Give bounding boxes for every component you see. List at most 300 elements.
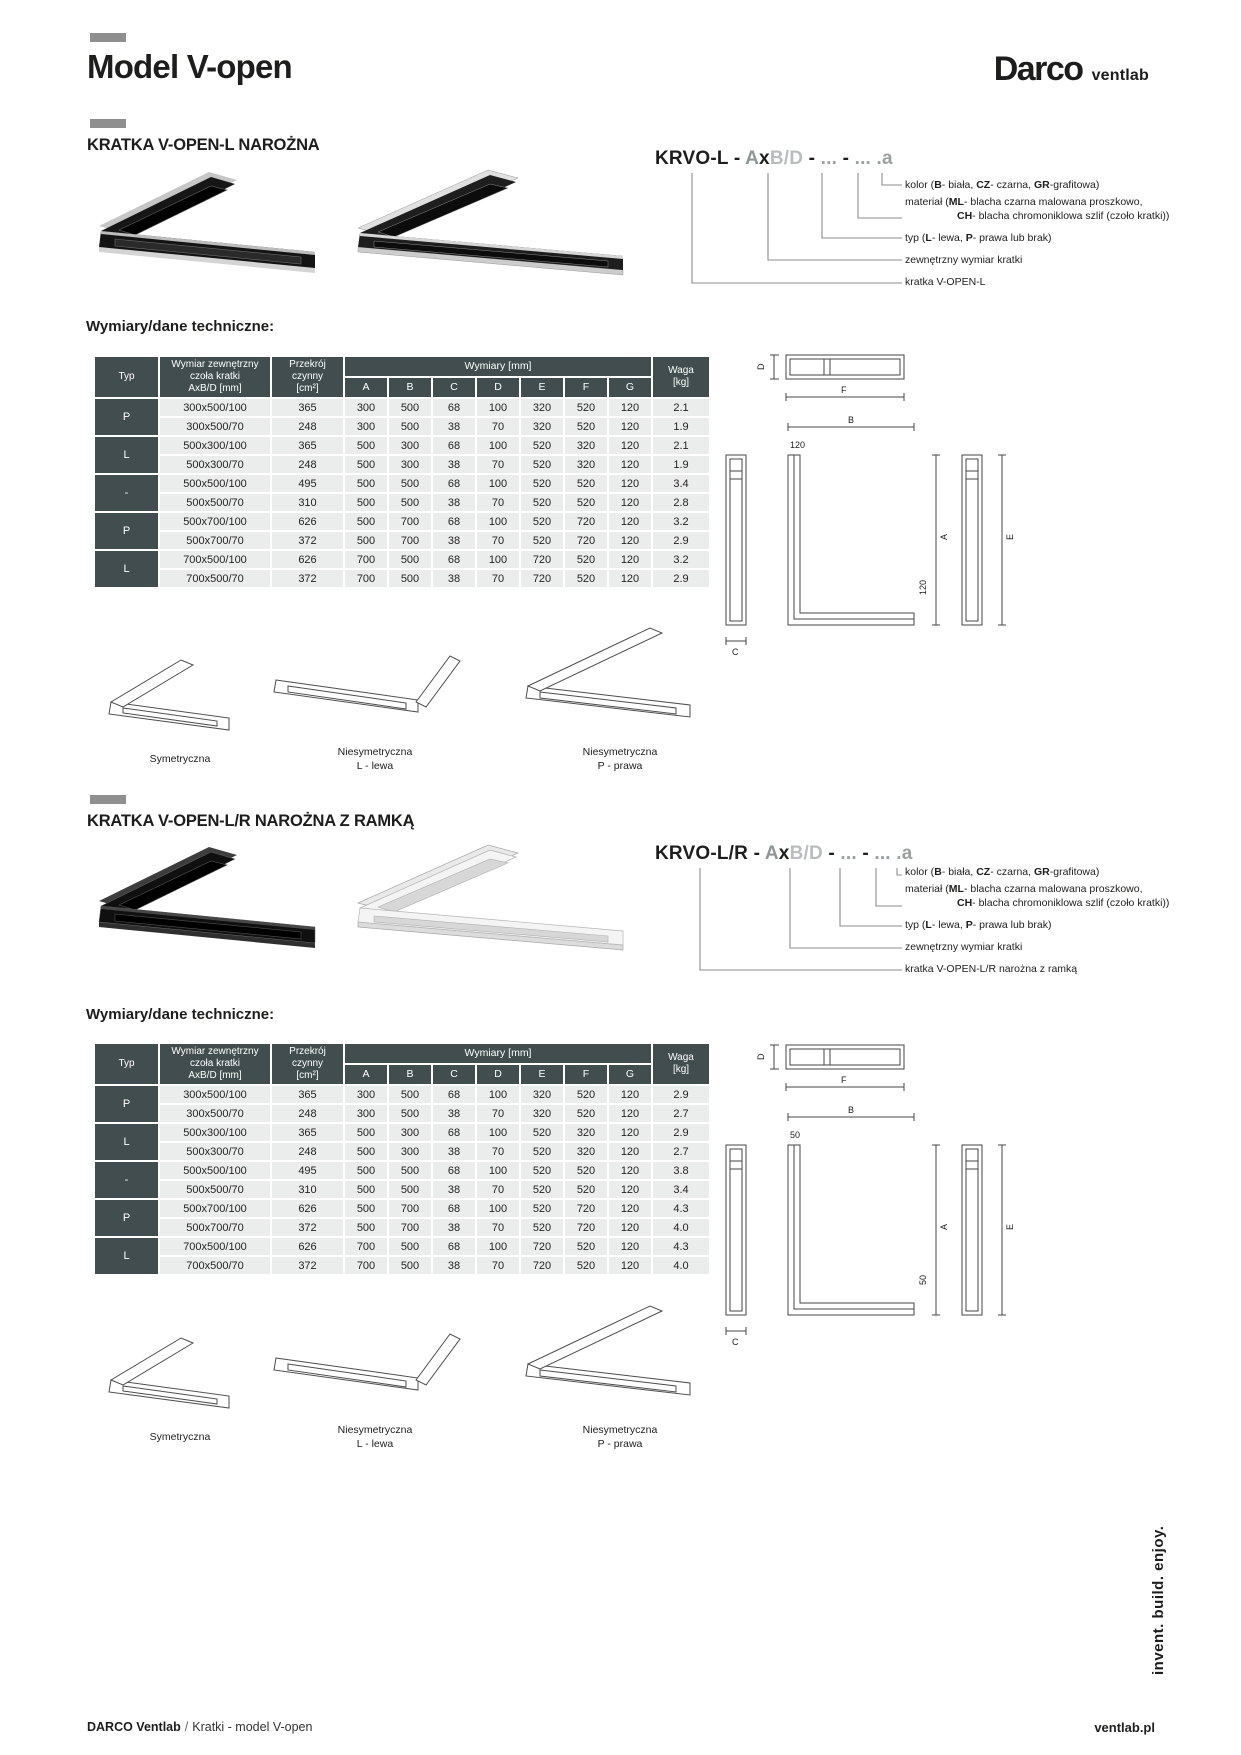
table-cell: 248 — [272, 1105, 343, 1122]
table-cell: 3.4 — [653, 1181, 709, 1198]
table-cell: 120 — [609, 437, 651, 454]
table-cell: 500x500/70 — [160, 494, 270, 511]
table-cell: 300 — [389, 437, 431, 454]
table-cell: 720 — [565, 1219, 607, 1236]
table-cell: 372 — [272, 570, 343, 587]
table-cell: 520 — [565, 418, 607, 435]
table-cell: 365 — [272, 1086, 343, 1103]
table-title-1: Wymiary/dane techniczne: — [86, 318, 275, 335]
table-cell: 38 — [433, 1257, 475, 1274]
variant-label-right: Niesymetryczna P - prawa — [582, 1424, 658, 1450]
table-cell: 120 — [609, 1200, 651, 1217]
brand-logo — [994, 50, 1149, 89]
table-cell: 700x500/100 — [160, 551, 270, 568]
svg-text:50: 50 — [790, 1130, 801, 1140]
table-cell: 120 — [609, 456, 651, 473]
table-cell: 500 — [345, 437, 387, 454]
table-cell: 300 — [389, 1124, 431, 1141]
col-header-e: E — [521, 1065, 563, 1084]
brand-logo-sub: ventlab — [1091, 67, 1149, 84]
table-cell: 500 — [389, 494, 431, 511]
typ-cell: - — [95, 1162, 158, 1198]
table-cell: 100 — [477, 437, 519, 454]
table-cell: 300 — [389, 456, 431, 473]
svg-text:E: E — [1005, 1223, 1015, 1230]
table-cell: 100 — [477, 1238, 519, 1255]
table-cell: 3.8 — [653, 1162, 709, 1179]
table-cell: 520 — [565, 494, 607, 511]
table-cell: 120 — [609, 494, 651, 511]
table-row — [95, 1181, 709, 1198]
table-cell: 3.4 — [653, 475, 709, 492]
table-cell: 700x500/70 — [160, 570, 270, 587]
table-cell: 520 — [565, 1257, 607, 1274]
brand-tagline: invent. build. enjoy. — [1150, 1525, 1167, 1675]
footer-section: Kratki - model V-open — [192, 1720, 313, 1734]
typ-cell: L — [95, 437, 158, 473]
table-title-2: Wymiary/dane techniczne: — [86, 1006, 275, 1023]
product-code-2: KRVO-L/R - AxB/D - ... - ... .a — [655, 843, 913, 864]
table-cell: 2.1 — [653, 437, 709, 454]
code-connector-lines — [640, 862, 910, 982]
table-cell: 520 — [565, 1181, 607, 1198]
table-cell: 120 — [609, 551, 651, 568]
table-row — [95, 399, 709, 416]
col-header-f: F — [565, 378, 607, 397]
col-header-b: B — [389, 1065, 431, 1084]
table-cell: 700 — [345, 570, 387, 587]
table-cell: 300 — [345, 1086, 387, 1103]
col-header-dim: Wymiar zewnętrzny czoła kratki AxB/D [mm] — [160, 1044, 270, 1084]
col-header-typ: Typ — [95, 357, 158, 397]
table-cell: 2.8 — [653, 494, 709, 511]
table-cell: 700 — [345, 551, 387, 568]
typ-cell: P — [95, 1086, 158, 1122]
svg-text:50: 50 — [918, 1274, 928, 1285]
table-cell: 68 — [433, 1200, 475, 1217]
table-cell: 100 — [477, 475, 519, 492]
table-cell: 4.3 — [653, 1238, 709, 1255]
table-row — [95, 1238, 709, 1255]
svg-text:A: A — [939, 533, 949, 540]
table-cell: 500 — [345, 475, 387, 492]
table-cell: 520 — [521, 1181, 563, 1198]
table-cell: 120 — [609, 1162, 651, 1179]
table-row — [95, 570, 709, 587]
table-cell: 68 — [433, 551, 475, 568]
col-header-cross: Przekrój czynny [cm²] — [272, 357, 343, 397]
table-cell: 70 — [477, 494, 519, 511]
table-header-row — [95, 1044, 709, 1063]
table-cell: 68 — [433, 1086, 475, 1103]
table-row — [95, 1105, 709, 1122]
table-cell: 38 — [433, 570, 475, 587]
table-cell: 68 — [433, 513, 475, 530]
table-cell: 720 — [565, 1200, 607, 1217]
technical-drawing-2 — [718, 1035, 1058, 1365]
table-cell: 310 — [272, 494, 343, 511]
svg-text:120: 120 — [790, 440, 806, 450]
table-cell: 500x700/100 — [160, 513, 270, 530]
accent-bar — [90, 119, 126, 128]
col-header-cross: Przekrój czynny [cm²] — [272, 1044, 343, 1084]
col-header-g: G — [609, 378, 651, 397]
table-cell: 120 — [609, 1219, 651, 1236]
table-cell: 365 — [272, 437, 343, 454]
table-cell: 70 — [477, 418, 519, 435]
table-cell: 300 — [345, 399, 387, 416]
svg-text:B: B — [848, 415, 855, 425]
table-cell: 100 — [477, 1124, 519, 1141]
table-cell: 1.9 — [653, 456, 709, 473]
table-cell: 495 — [272, 475, 343, 492]
variant-label-symmetric: Symetryczna — [149, 1431, 211, 1443]
table-cell: 720 — [521, 570, 563, 587]
table-cell: 120 — [609, 1257, 651, 1274]
table-row — [95, 1219, 709, 1236]
table-cell: 120 — [609, 399, 651, 416]
table-cell: 520 — [521, 1200, 563, 1217]
typ-cell: L — [95, 1124, 158, 1160]
table-cell: 70 — [477, 532, 519, 549]
svg-text:C: C — [732, 647, 739, 657]
col-header-c: C — [433, 1065, 475, 1084]
table-cell: 720 — [565, 532, 607, 549]
table-cell: 4.0 — [653, 1257, 709, 1274]
col-header-a: A — [345, 1065, 387, 1084]
col-header-typ: Typ — [95, 1044, 158, 1084]
table-cell: 500 — [345, 494, 387, 511]
variant-label-left: Niesymetryczna L - lewa — [337, 1424, 413, 1450]
table-cell: 500 — [389, 1162, 431, 1179]
table-cell: 500x500/70 — [160, 1181, 270, 1198]
table-cell: 520 — [521, 513, 563, 530]
spec-table-2 — [93, 1042, 711, 1276]
table-header-row — [95, 357, 709, 376]
table-cell: 4.3 — [653, 1200, 709, 1217]
table-cell: 300x500/100 — [160, 399, 270, 416]
table-cell: 520 — [521, 456, 563, 473]
table-cell: 520 — [565, 551, 607, 568]
table-cell: 120 — [609, 1181, 651, 1198]
table-cell: 120 — [609, 513, 651, 530]
table-cell: 500 — [345, 1143, 387, 1160]
table-cell: 500 — [389, 418, 431, 435]
table-row — [95, 418, 709, 435]
table-cell: 100 — [477, 1162, 519, 1179]
code-label-outer-dim: zewnętrzny wymiar kratki — [905, 254, 1023, 266]
col-header-e: E — [521, 378, 563, 397]
svg-text:C: C — [732, 1337, 739, 1347]
table-cell: 248 — [272, 418, 343, 435]
table-cell: 2.9 — [653, 570, 709, 587]
table-cell: 320 — [521, 1105, 563, 1122]
col-header-a: A — [345, 378, 387, 397]
col-header-c: C — [433, 378, 475, 397]
table-cell: 500x500/100 — [160, 1162, 270, 1179]
code-label-grille: kratka V-OPEN-L — [905, 276, 986, 288]
svg-text:F: F — [841, 1075, 847, 1085]
table-cell: 2.7 — [653, 1105, 709, 1122]
variant-drawing-left — [268, 1300, 463, 1418]
table-cell: 320 — [521, 1086, 563, 1103]
variant-label-left: Niesymetryczna L - lewa — [337, 746, 413, 772]
table-cell: 70 — [477, 1105, 519, 1122]
table-cell: 365 — [272, 399, 343, 416]
table-cell: 4.0 — [653, 1219, 709, 1236]
table-cell: 520 — [565, 475, 607, 492]
table-cell: 100 — [477, 513, 519, 530]
table-cell: 120 — [609, 532, 651, 549]
table-cell: 70 — [477, 570, 519, 587]
typ-cell: P — [95, 1200, 158, 1236]
table-cell: 720 — [521, 1257, 563, 1274]
footer-separator: / — [184, 1720, 189, 1734]
table-row — [95, 1162, 709, 1179]
table-cell: 500x300/100 — [160, 1124, 270, 1141]
code-connector-lines — [640, 168, 910, 293]
footer-company: DARCO Ventlab — [87, 1720, 181, 1734]
accent-bar — [90, 33, 126, 42]
table-cell: 500x500/100 — [160, 475, 270, 492]
variant-drawing-right — [498, 612, 703, 740]
typ-cell: P — [95, 513, 158, 549]
code-label-material: materiał (ML- blacha czarna malowana proszkowo, CH- blacha chromoniklowa szlif (czoło kratki)) — [905, 883, 1170, 909]
table-cell: 500x300/70 — [160, 456, 270, 473]
table-cell: 100 — [477, 399, 519, 416]
table-cell: 2.9 — [653, 1086, 709, 1103]
table-cell: 500 — [389, 1238, 431, 1255]
table-cell: 2.7 — [653, 1143, 709, 1160]
table-cell: 120 — [609, 1105, 651, 1122]
table-cell: 520 — [521, 1124, 563, 1141]
svg-text:D: D — [756, 363, 766, 370]
table-cell: 700 — [345, 1257, 387, 1274]
table-cell: 38 — [433, 1219, 475, 1236]
table-cell: 120 — [609, 1143, 651, 1160]
table-cell: 300 — [345, 1105, 387, 1122]
table-cell: 300 — [345, 418, 387, 435]
table-cell: 720 — [565, 513, 607, 530]
table-row — [95, 456, 709, 473]
table-cell: 365 — [272, 1124, 343, 1141]
variant-drawing-right — [498, 1290, 703, 1418]
table-cell: 320 — [521, 399, 563, 416]
code-label-type: typ (L- lewa, P- prawa lub brak) — [905, 919, 1052, 931]
table-cell: 500 — [389, 551, 431, 568]
product-code-1: KRVO-L - AxB/D - ... - ... .a — [655, 148, 893, 169]
table-cell: 100 — [477, 1086, 519, 1103]
table-cell: 500 — [389, 1257, 431, 1274]
table-row — [95, 513, 709, 530]
table-cell: 68 — [433, 399, 475, 416]
table-cell: 500 — [389, 399, 431, 416]
page-title: Model V-open — [87, 48, 292, 85]
table-cell: 68 — [433, 475, 475, 492]
accent-bar — [90, 795, 126, 804]
spec-table-1 — [93, 355, 711, 589]
table-cell: 520 — [565, 399, 607, 416]
variant-drawing-symmetric — [95, 640, 245, 740]
table-cell: 626 — [272, 1200, 343, 1217]
variant-label-symmetric: Symetryczna — [149, 753, 211, 765]
table-cell: 700 — [389, 1200, 431, 1217]
table-cell: 520 — [521, 1143, 563, 1160]
product-photo-vopen-right — [338, 158, 638, 283]
table-cell: 300 — [389, 1143, 431, 1160]
table-cell: 38 — [433, 1143, 475, 1160]
table-cell: 2.1 — [653, 399, 709, 416]
table-cell: 700 — [389, 513, 431, 530]
table-row — [95, 475, 709, 492]
table-cell: 700x500/100 — [160, 1238, 270, 1255]
table-cell: 500 — [345, 1181, 387, 1198]
table-cell: 70 — [477, 1181, 519, 1198]
table-cell: 38 — [433, 418, 475, 435]
table-cell: 700 — [389, 1219, 431, 1236]
svg-text:B: B — [848, 1105, 855, 1115]
table-cell: 520 — [521, 437, 563, 454]
table-cell: 520 — [521, 532, 563, 549]
table-cell: 320 — [565, 1124, 607, 1141]
table-cell: 520 — [521, 494, 563, 511]
table-cell: 38 — [433, 1105, 475, 1122]
table-cell: 120 — [609, 1124, 651, 1141]
col-header-weight: Waga [kg] — [653, 357, 709, 397]
table-cell: 320 — [565, 437, 607, 454]
table-cell: 720 — [521, 1238, 563, 1255]
table-cell: 700x500/70 — [160, 1257, 270, 1274]
table-cell: 120 — [609, 1238, 651, 1255]
table-cell: 70 — [477, 456, 519, 473]
table-row — [95, 494, 709, 511]
table-cell: 500x700/70 — [160, 1219, 270, 1236]
typ-cell: - — [95, 475, 158, 511]
table-row — [95, 1257, 709, 1274]
table-cell: 500x700/70 — [160, 532, 270, 549]
table-cell: 120 — [609, 418, 651, 435]
table-cell: 500 — [345, 1219, 387, 1236]
table-cell: 520 — [521, 1162, 563, 1179]
brand-logo-text: Darco — [993, 50, 1083, 88]
code-label-color: kolor (B- biała, CZ- czarna, GR-grafitowa) — [905, 179, 1100, 191]
table-cell: 248 — [272, 456, 343, 473]
table-cell: 120 — [609, 475, 651, 492]
table-cell: 500x300/70 — [160, 1143, 270, 1160]
table-cell: 70 — [477, 1257, 519, 1274]
table-cell: 100 — [477, 1200, 519, 1217]
table-cell: 520 — [565, 570, 607, 587]
col-header-b: B — [389, 378, 431, 397]
technical-drawing-1 — [718, 345, 1058, 675]
table-cell: 300x500/70 — [160, 418, 270, 435]
table-cell: 100 — [477, 551, 519, 568]
table-row — [95, 437, 709, 454]
product-photo-vopen-lr-white — [338, 833, 638, 958]
col-header-d: D — [477, 1065, 519, 1084]
table-cell: 38 — [433, 532, 475, 549]
table-cell: 300x500/100 — [160, 1086, 270, 1103]
code-label-color: kolor (B- biała, CZ- czarna, GR-grafitowa) — [905, 866, 1100, 878]
col-header-group: Wymiary [mm] — [345, 357, 651, 376]
table-cell: 520 — [565, 1105, 607, 1122]
table-cell: 520 — [521, 475, 563, 492]
table-cell: 3.2 — [653, 513, 709, 530]
table-cell: 68 — [433, 1162, 475, 1179]
table-cell: 120 — [609, 570, 651, 587]
svg-text:F: F — [841, 385, 847, 395]
table-cell: 500 — [345, 1124, 387, 1141]
typ-cell: P — [95, 399, 158, 435]
table-cell: 700 — [389, 532, 431, 549]
table-row — [95, 1200, 709, 1217]
code-label-type: typ (L- lewa, P- prawa lub brak) — [905, 232, 1052, 244]
col-header-f: F — [565, 1065, 607, 1084]
table-cell: 3.2 — [653, 551, 709, 568]
table-cell: 500 — [345, 1162, 387, 1179]
col-header-weight: Waga [kg] — [653, 1044, 709, 1084]
table-cell: 520 — [521, 1219, 563, 1236]
col-header-d: D — [477, 378, 519, 397]
table-row — [95, 1143, 709, 1160]
table-cell: 1.9 — [653, 418, 709, 435]
table-cell: 68 — [433, 437, 475, 454]
table-row — [95, 532, 709, 549]
table-cell: 500 — [345, 513, 387, 530]
svg-text:120: 120 — [918, 579, 928, 595]
code-label-outer-dim: zewnętrzny wymiar kratki — [905, 941, 1023, 953]
table-cell: 500 — [345, 456, 387, 473]
table-cell: 372 — [272, 532, 343, 549]
table-cell: 500 — [389, 1181, 431, 1198]
table-cell: 500 — [389, 1105, 431, 1122]
table-cell: 68 — [433, 1124, 475, 1141]
svg-text:D: D — [756, 1053, 766, 1060]
table-cell: 520 — [565, 1086, 607, 1103]
table-row — [95, 1124, 709, 1141]
variant-drawing-symmetric — [95, 1318, 245, 1418]
table-cell: 70 — [477, 1143, 519, 1160]
table-cell: 720 — [521, 551, 563, 568]
table-cell: 500x300/100 — [160, 437, 270, 454]
section-1-heading: KRATKA V-OPEN-L NAROŻNA — [87, 136, 320, 154]
table-cell: 500 — [389, 1086, 431, 1103]
table-cell: 372 — [272, 1257, 343, 1274]
variant-drawing-left — [268, 622, 463, 740]
table-cell: 2.9 — [653, 532, 709, 549]
table-cell: 626 — [272, 1238, 343, 1255]
table-cell: 38 — [433, 1181, 475, 1198]
section-2-heading: KRATKA V-OPEN-L/R NAROŻNA Z RAMKĄ — [87, 812, 415, 830]
table-cell: 248 — [272, 1143, 343, 1160]
footer-website-link[interactable]: ventlab.pl — [1094, 1720, 1155, 1735]
table-cell: 500x700/100 — [160, 1200, 270, 1217]
product-photo-vopen-left — [85, 158, 335, 283]
table-cell: 68 — [433, 1238, 475, 1255]
table-row — [95, 1086, 709, 1103]
table-row — [95, 551, 709, 568]
table-cell: 120 — [609, 1086, 651, 1103]
table-cell: 320 — [521, 418, 563, 435]
code-label-material: materiał (ML- blacha czarna malowana proszkowo, CH- blacha chromoniklowa szlif (czoło kratki)) — [905, 196, 1170, 222]
table-cell: 700 — [345, 1238, 387, 1255]
typ-cell: L — [95, 551, 158, 587]
table-cell: 626 — [272, 513, 343, 530]
table-cell: 70 — [477, 1219, 519, 1236]
col-header-dim: Wymiar zewnętrzny czoła kratki AxB/D [mm] — [160, 357, 270, 397]
table-cell: 300x500/70 — [160, 1105, 270, 1122]
col-header-group: Wymiary [mm] — [345, 1044, 651, 1063]
